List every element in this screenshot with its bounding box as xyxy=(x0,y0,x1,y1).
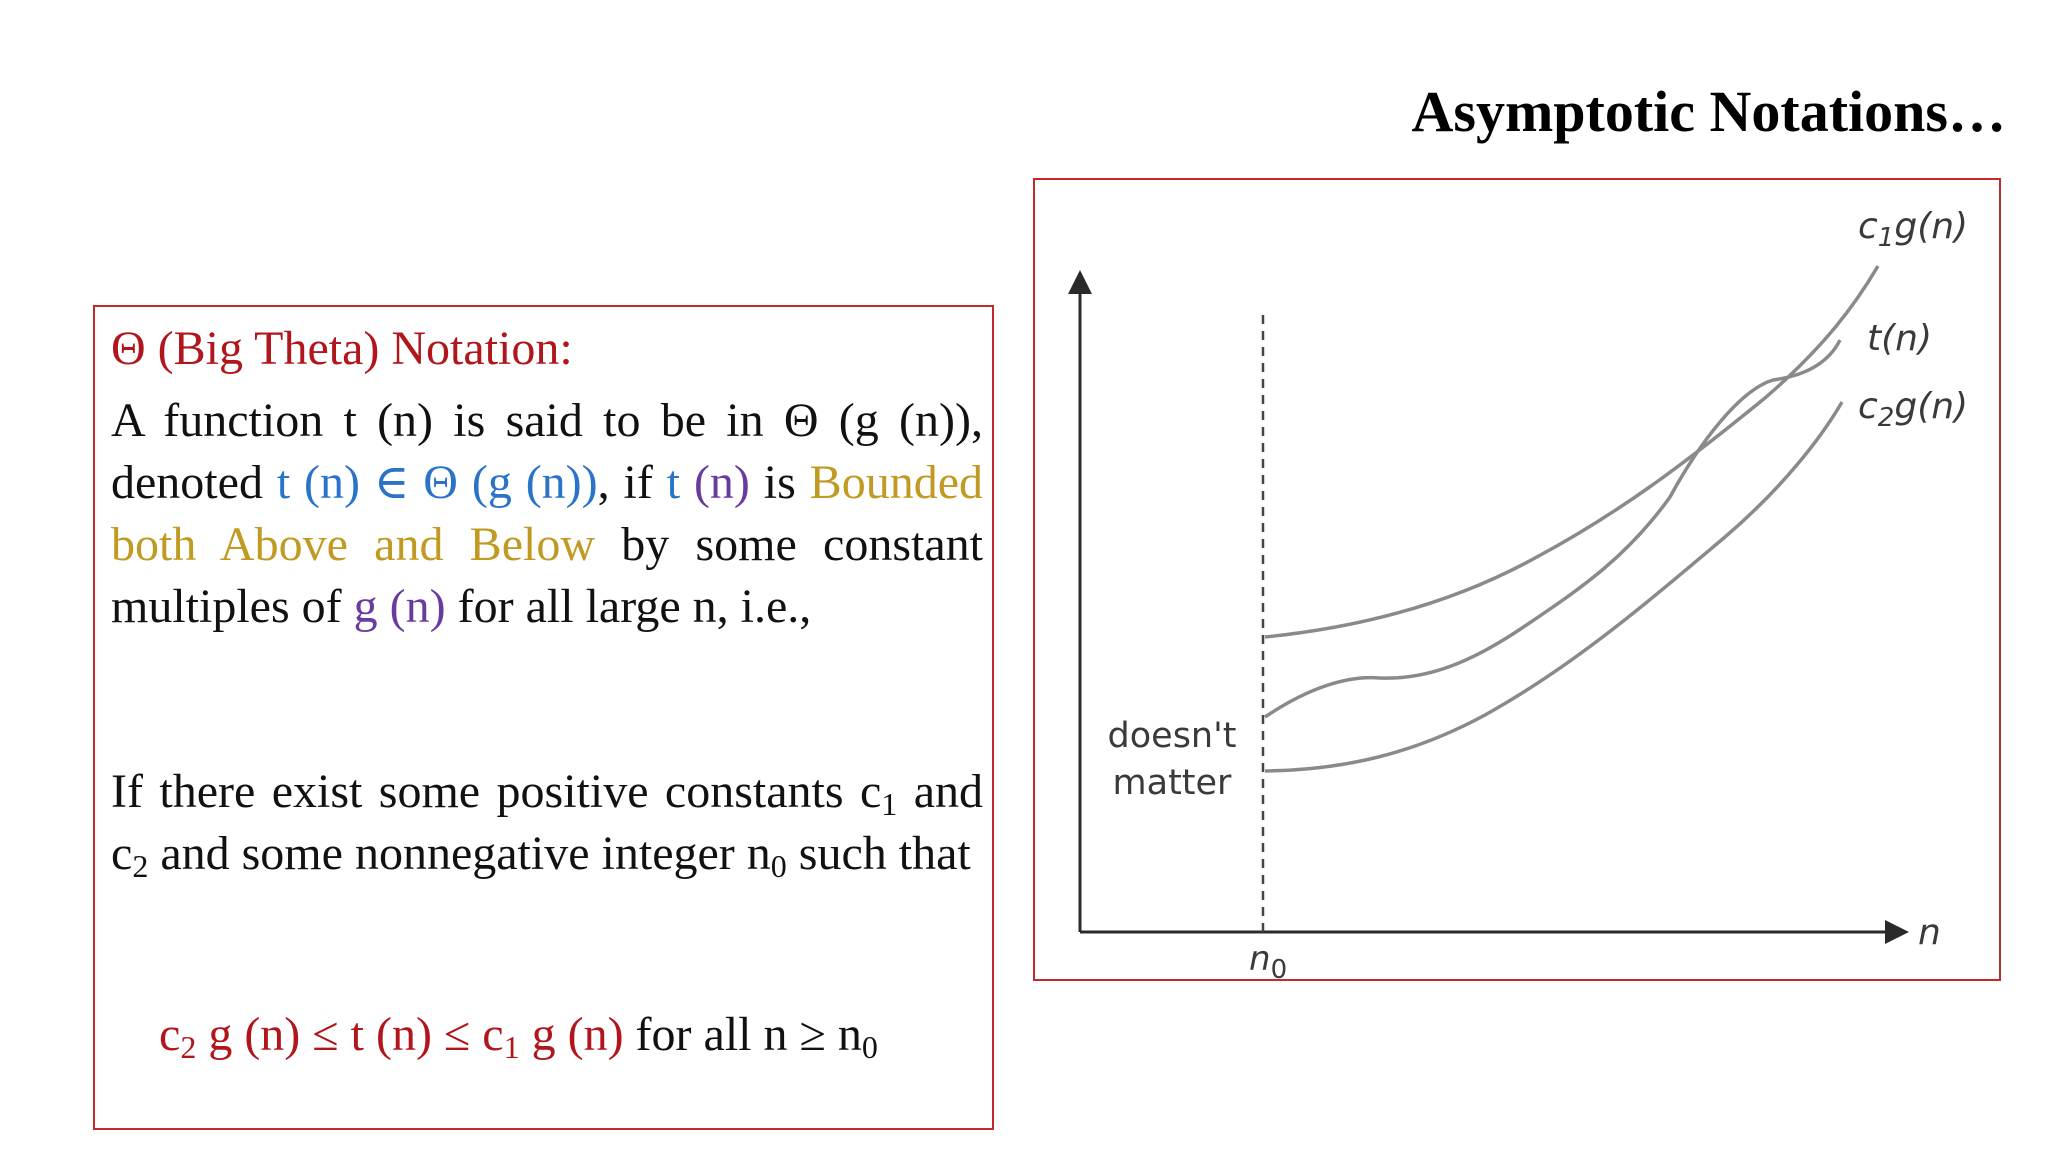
formula-c2: c xyxy=(159,1008,181,1061)
theta-diagram xyxy=(1033,178,2001,981)
t-label: t(n) xyxy=(1867,318,1933,359)
constants-text-1: If there exist some positive constants c xyxy=(111,765,882,818)
definition-text-3: is xyxy=(749,456,810,509)
definition-text-1: A function t (n) is said to be in Θ (g (n)), denoted xyxy=(111,394,983,509)
definition-text-2: , if xyxy=(597,456,667,509)
g-symbol: g xyxy=(353,580,378,633)
theta-notation: t (n) ∈ Θ (g (n)) xyxy=(276,456,598,509)
g-arg: (n) xyxy=(377,580,446,633)
formula-c1-sub: 1 xyxy=(503,1029,520,1065)
bounded-phrase: Bounded both Above and Below xyxy=(111,456,983,571)
n0-axis-label: $n_0$ xyxy=(1249,939,1288,983)
t-arg: (n) xyxy=(680,456,750,509)
diagram-svg xyxy=(1035,180,2003,983)
y-axis-arrow-icon xyxy=(1068,270,1092,294)
formula-c2-sub: 2 xyxy=(180,1029,197,1065)
formula-n0-sub: 0 xyxy=(861,1029,878,1065)
c1g-label: $c_1g(n)$ xyxy=(1858,206,1969,253)
theta-formula xyxy=(159,1007,959,1065)
x-axis-arrow-icon xyxy=(1885,920,1909,944)
formula-g2: g xyxy=(519,1008,556,1061)
definition-paragraph xyxy=(111,390,983,638)
definition-box xyxy=(93,305,994,1130)
c1g-curve xyxy=(1265,266,1878,637)
formula-g1: g xyxy=(196,1008,233,1061)
c1-subscript: 1 xyxy=(881,786,898,822)
definition-text-5: for all large n, i.e., xyxy=(445,580,812,633)
formula-middle: (n) ≤ t (n) ≤ c xyxy=(232,1008,504,1061)
constants-paragraph xyxy=(111,761,983,885)
matter-label: matter xyxy=(1112,763,1232,803)
n0-subscript: 0 xyxy=(770,848,787,884)
t-curve xyxy=(1265,340,1840,717)
constants-text-2: and c xyxy=(111,765,983,880)
box-heading: Θ (Big Theta) Notation: xyxy=(111,322,573,375)
doesnt-label: doesn't xyxy=(1107,716,1237,756)
slide-title: Asymptotic Notations… xyxy=(1411,79,2006,144)
formula-n2: (n) xyxy=(555,1008,624,1061)
c2g-curve xyxy=(1265,402,1842,771)
formula-rest: for all n ≥ n xyxy=(623,1008,862,1061)
x-axis-label: n xyxy=(1918,912,1941,953)
c2-subscript: 2 xyxy=(132,848,149,884)
constants-text-3: and some nonnegative integer n xyxy=(148,827,771,880)
definition-text-4: by some constant multiples of xyxy=(111,518,983,633)
constants-text-4: such that xyxy=(786,827,971,880)
c2g-label: $c_2g(n)$ xyxy=(1858,386,1969,433)
t-symbol: t xyxy=(666,456,681,509)
